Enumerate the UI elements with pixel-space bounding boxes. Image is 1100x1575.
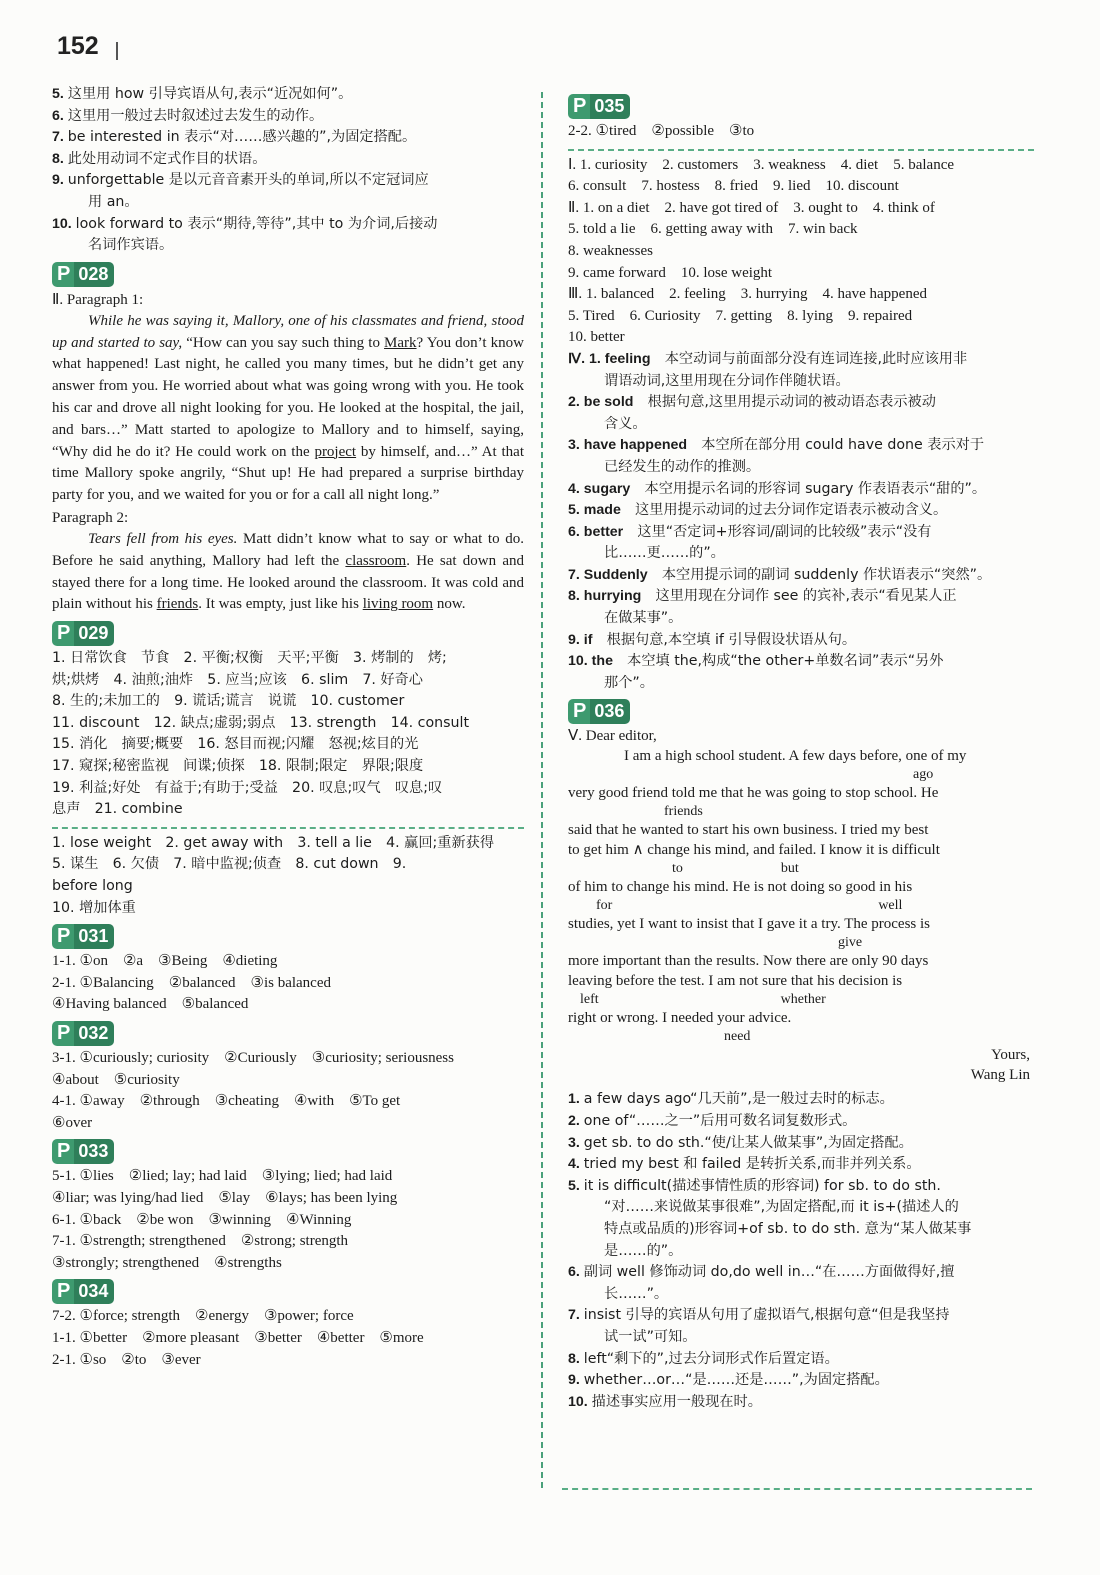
note-text: one of“……之一”后用可数名词复数形式。: [583, 1113, 857, 1130]
letter-line: more important than the results. Now there are only 90 days: [568, 953, 929, 970]
answer-word: sugary: [583, 480, 645, 497]
note-line: [52, 127, 524, 149]
answer-line: 10. 增加体重: [52, 899, 136, 916]
section-badge: P 031: [52, 924, 114, 949]
item-number: 9.: [568, 631, 584, 648]
p036-notes: [568, 1089, 1034, 1413]
explanation-text: 在做某事”。: [604, 610, 683, 627]
note-line: [52, 235, 524, 257]
note-number: 8.: [52, 150, 68, 167]
note-text: be interested in 表示“对……感兴趣的”,为固定搭配。: [67, 129, 417, 146]
note-text: 这里用 how 引导宾语从句,表示“近况如何”。: [67, 86, 353, 102]
paragraph1-text: While he was saying it, Mallory, one of his classmates and friend, stood up and started to say, “How can you say such thing to Mark? You don’t know what happened! Last night, he called you many times, but he didn’t get any answer from you. He worried about what was going wrong with you. He took his car and drove all night looking for you. He looked at the hospital, the jail, and bars…” Matt started to apologize to Mallory and to himself, saying, “Why did he do it? He could work on the project by himself, and…” At that time Mallory spoke angrily, “Shut up! He had prepared a surprise birthday party for you, and we waited for you or for a call all night long.”: [52, 312, 524, 504]
item-number: 6.: [568, 523, 584, 540]
answer-word: hurrying: [583, 588, 656, 605]
note-number: 8.: [568, 1350, 584, 1367]
p033-answers: [52, 1166, 524, 1274]
note-line: [568, 1262, 1034, 1284]
explanation-text: 根据句意,这里用提示动词的被动语态表示被动: [647, 394, 936, 411]
item-number: 4.: [568, 480, 584, 497]
note-line: [568, 1305, 1034, 1327]
p035-first-answer: 2-2. ①tired ②possible ③to: [568, 123, 755, 139]
answer-line: ③strongly; strengthened ④strengths: [52, 1254, 282, 1271]
answer-line: ④about ⑤curiosity: [52, 1071, 180, 1088]
letter-line: studies, yet I want to insist that I gave it a try. The process is: [568, 916, 931, 933]
p035-answers: [568, 155, 1034, 349]
answer-line: 5-1. ①lies ②lied; lay; had laid ③lying; lied; had laid: [52, 1168, 393, 1185]
p036-header: [568, 699, 1034, 724]
note-text: get sb. to do sth.“使/让某人做某事”,为固定搭配。: [583, 1134, 913, 1151]
note-line: [568, 1089, 1034, 1111]
page-number: 152: [57, 32, 99, 60]
answer-line: 5. told a lie 6. getting away with 7. win back: [568, 221, 858, 238]
answer-line: 6-1. ①back ②be won ③winning ④Winning: [52, 1211, 352, 1228]
note-text: 长……”。: [604, 1285, 669, 1302]
note-text: 副词 well 修饰动词 do,do well in…“在……方面做得好,擅: [583, 1264, 955, 1281]
item-number: 3.: [568, 437, 584, 454]
answer-word: be sold: [583, 394, 648, 411]
note-line: [568, 1219, 1034, 1241]
explanation-line: [568, 586, 1034, 608]
letter-line: to get him ∧ change his mind, and failed. I know it is difficult: [568, 842, 940, 859]
explanation-line: [568, 457, 1034, 479]
letter-line: said that he wanted to start his own business. I tried my best: [568, 822, 929, 839]
answer-word: if: [583, 631, 607, 648]
dashed-divider: [52, 827, 524, 829]
note-text: 用 an。: [88, 193, 139, 210]
explanation-line: [568, 414, 1034, 436]
note-text: “对……来说做某事很难”,为固定搭配,而 it is+(描述人的: [604, 1199, 959, 1216]
intro-notes: [52, 84, 524, 257]
p029-answers: [52, 648, 524, 821]
note-number: 10.: [52, 215, 76, 232]
letter-greeting: Ⅴ. Dear editor,: [568, 728, 657, 745]
letter-line: of him to change his mind. He is not doing so good in his: [568, 879, 913, 896]
answer-line: 11. discount 12. 缺点;虚弱;弱点 13. strength 14. consult: [52, 714, 470, 731]
answer-line: 5. 谋生 6. 欠债 7. 暗中监视;侦查 8. cut down 9.: [52, 856, 407, 873]
answer-line: ⑥over: [52, 1114, 93, 1131]
paragraph2-title: Paragraph 2:: [52, 509, 129, 526]
note-text: 是……的”。: [604, 1242, 683, 1259]
answer-line: 息声 21. combine: [52, 801, 183, 818]
answer-line: 4-1. ①away ②through ③cheating ④with ⑤To get: [52, 1093, 401, 1110]
correction-line: to but: [672, 861, 799, 877]
letter-line: right or wrong. I needed your advice.: [568, 1010, 792, 1027]
note-text: 这里用一般过去时叙述过去发生的动作。: [67, 107, 324, 124]
explanation-text: 本空用提示名词的形容词 sugary 作表语表示“甜的”。: [644, 480, 987, 497]
note-number: 6.: [568, 1264, 584, 1281]
note-line: [52, 192, 524, 214]
note-number: 10.: [568, 1393, 592, 1410]
answer-line: 7-1. ①strength; strengthened ②strong; strength: [52, 1233, 349, 1250]
section-badge: P 032: [52, 1021, 114, 1046]
explanation-line: [568, 608, 1034, 630]
answer-line: 8. weaknesses: [568, 242, 653, 259]
answer-line: 8. 生的;未加工的 9. 谎话;谎言 说谎 10. customer: [52, 693, 405, 710]
section-badge: P 035: [568, 94, 630, 119]
paragraph2-text: Tears fell from his eyes. Matt didn’t know what to say or what to do. Before he said anything, Mallory had left the classroom. He sat down and stayed there for a long time. He looked around the classroom. It was cold and plain without his friends. It was empty, just like his living room now.: [52, 530, 524, 613]
p032-answers: [52, 1048, 524, 1134]
item-number: Ⅳ. 1.: [568, 350, 605, 367]
answer-line: ④Having balanced ⑤balanced: [52, 996, 249, 1013]
p035-header: [568, 94, 1034, 119]
answer-line: 1-1. ①better ②more pleasant ③better ④better ⑤more: [52, 1329, 424, 1346]
answer-line: before long: [52, 878, 133, 895]
explanation-line: [568, 435, 1034, 457]
note-number: 1.: [568, 1091, 584, 1108]
answer-line: 10. better: [568, 329, 625, 346]
answer-line: Ⅰ. 1. curiosity 2. customers 3. weakness 4. diet 5. balance: [568, 156, 955, 173]
letter-correction: [568, 726, 1034, 1085]
item-number: 2.: [568, 394, 584, 411]
p028-header: [52, 262, 524, 287]
answer-line: Ⅱ. 1. on a diet 2. have got tired of 3. ought to 4. think of: [568, 199, 935, 216]
explanation-text: 本空动词与前面部分没有连词连接,此时应该用非: [664, 350, 968, 367]
answer-line: 9. came forward 10. lose weight: [568, 264, 773, 281]
section-badge: P 034: [52, 1279, 114, 1304]
note-line: [568, 1197, 1034, 1219]
answer-line: 1. 日常饮食 节食 2. 平衡;权衡 天平;平衡 3. 烤制的 烤;: [52, 650, 447, 667]
note-text: 名词作宾语。: [88, 237, 174, 254]
note-line: [568, 1349, 1034, 1371]
answer-line: 17. 窥探;秘密监视 间谍;侦探 18. 限制;限定 界限;限度: [52, 758, 424, 775]
answer-line: 1. lose weight 2. get away with 3. tell a lie 4. 赢回;重新获得: [52, 834, 495, 851]
p031-header: [52, 924, 524, 949]
p031-answers: [52, 951, 524, 1016]
section-badge: P 028: [52, 262, 114, 287]
note-line: [568, 1327, 1034, 1349]
section-badge: P 033: [52, 1139, 114, 1164]
correction-line: give: [838, 935, 863, 951]
explanation-line: [568, 651, 1034, 673]
note-line: [568, 1111, 1034, 1133]
note-line: [568, 1133, 1034, 1155]
item-number: 10.: [568, 653, 592, 670]
explanation-text: 这里用现在分词作 see 的宾补,表示“看见某人正: [655, 588, 957, 605]
answer-line: 19. 利益;好处 有益于;有助于;受益 20. 叹息;叹气 叹息;叹: [52, 779, 443, 796]
note-number: 7.: [568, 1307, 584, 1324]
p032-header: [52, 1021, 524, 1046]
note-text: 此处用动词不定式作目的状语。: [67, 150, 267, 167]
answer-line: ④liar; was lying/had lied ⑤lay ⑥lays; has been lying: [52, 1189, 398, 1206]
note-number: 5.: [568, 1177, 584, 1194]
letter-line: very good friend told me that he was going to stop school. He: [568, 785, 939, 802]
note-number: 7.: [52, 129, 68, 146]
answer-word: better: [583, 523, 638, 540]
answer-line: 3-1. ①curiously; curiosity ②Curiously ③curiosity; seriousness: [52, 1050, 454, 1067]
answer-line: 2-1. ①Balancing ②balanced ③is balanced: [52, 974, 332, 991]
explanation-line: [568, 543, 1034, 565]
note-number: 5.: [52, 86, 68, 102]
note-text: whether…or…“是……还是……”,为固定搭配。: [583, 1372, 889, 1389]
explanation-line: [568, 479, 1034, 501]
note-number: 9.: [52, 172, 68, 189]
note-line: [52, 170, 524, 192]
explanation-line: [568, 500, 1034, 522]
section-badge: P 029: [52, 621, 114, 646]
section-badge: P 036: [568, 699, 630, 724]
note-number: 6.: [52, 107, 68, 124]
note-text: look forward to 表示“期待,等待”,其中 to 为介词,后接动: [75, 215, 438, 232]
note-line: [52, 106, 524, 128]
explanation-text: 谓语动词,这里用现在分词作伴随状语。: [604, 372, 850, 389]
letter-line: leaving before the test. I am not sure that his decision is: [568, 973, 903, 990]
explanation-line: [568, 630, 1034, 652]
item-number: 8.: [568, 588, 584, 605]
explanation-text: 本空填 the,构成“the other+单数名词”表示“另外: [627, 653, 944, 670]
item-number: 7.: [568, 566, 584, 583]
dashed-divider: [568, 149, 1034, 151]
answer-word: feeling: [604, 350, 665, 367]
p029-answers-2: [52, 833, 524, 919]
explanation-line: [568, 522, 1034, 544]
note-text: left“剩下的”,过去分词形式作后置定语。: [583, 1350, 839, 1367]
explanation-text: 已经发生的动作的推测。: [604, 458, 761, 475]
note-line: [568, 1176, 1034, 1198]
note-line: [52, 84, 524, 106]
paragraph1-title: Ⅱ. Paragraph 1:: [52, 291, 144, 308]
correction-line: ago: [913, 767, 934, 783]
explanation-text: 含义。: [604, 415, 647, 432]
note-number: 4.: [568, 1156, 584, 1173]
note-line: [568, 1392, 1034, 1414]
note-line: [568, 1241, 1034, 1263]
p033-header: [52, 1139, 524, 1164]
note-text: tried my best 和 failed 是转折关系,而非并列关系。: [583, 1156, 921, 1173]
note-line: [568, 1284, 1034, 1306]
letter-line: I am a high school student. A few days before, one of my: [624, 748, 967, 765]
correction-line: friends: [664, 804, 703, 820]
explanation-text: 根据句意,本空填 if 引导假设状语从句。: [606, 631, 857, 648]
explanation-text: 这里“否定词+形容词/副词的比较级”表示“没有: [637, 523, 932, 540]
explanation-line: [568, 371, 1034, 393]
p034-answers: [52, 1306, 524, 1371]
note-text: insist 引导的宾语从句用了虚拟语气,根据句意“但是我坚持: [583, 1307, 950, 1324]
note-line: [52, 149, 524, 171]
answer-word: made: [583, 502, 636, 519]
p029-header: [52, 621, 524, 646]
note-line: [568, 1154, 1034, 1176]
explanation-text: 比……更……的”。: [604, 545, 725, 562]
answer-word: have happened: [583, 437, 702, 454]
item-number: 5.: [568, 502, 584, 519]
correction-line: need: [724, 1029, 751, 1045]
answer-line: 2-1. ①so ②to ③ever: [52, 1351, 201, 1368]
note-text: 特点或品质的)形容词+of sb. to do sth. 意为“某人做某事: [604, 1221, 972, 1237]
column-divider: [541, 92, 543, 1488]
answer-word: Suddenly: [583, 566, 662, 583]
explanation-line: [568, 392, 1034, 414]
note-line: [52, 214, 524, 236]
explanation-text: 本空用提示词的副词 suddenly 作状语表示“突然”。: [661, 566, 992, 583]
answer-line: 7-2. ①force; strength ②energy ③power; force: [52, 1308, 354, 1325]
note-text: unforgettable 是以元音音素开头的单词,所以不定冠词应: [67, 172, 429, 189]
p035-explanations: [568, 349, 1034, 695]
note-text: 试一试”可知。: [604, 1328, 697, 1345]
note-number: 2.: [568, 1113, 584, 1130]
answer-line: 6. consult 7. hostess 8. fried 9. lied 10. discount: [568, 178, 899, 195]
answer-line: Ⅲ. 1. balanced 2. feeling 3. hurrying 4. have happened: [568, 286, 927, 303]
note-text: it is difficult(描述事情性质的形容词) for sb. to do sth.: [583, 1177, 941, 1194]
answer-line: 15. 消化 摘要;概要 16. 怒目而视;闪耀 怒视;炫目的光: [52, 736, 419, 753]
answer-line: 1-1. ①on ②a ③Being ④dieting: [52, 953, 278, 970]
note-text: a few days ago“几天前”,是一般过去时的标志。: [583, 1091, 894, 1108]
right-column: [568, 94, 1034, 1413]
explanation-text: 这里用提示动词的过去分词作定语表示被动含义。: [635, 502, 948, 519]
p034-header: [52, 1279, 524, 1304]
correction-line: left whether: [580, 992, 826, 1008]
letter-closing: Yours,: [991, 1047, 1030, 1064]
explanation-text: 那个”。: [604, 674, 654, 691]
note-number: 9.: [568, 1372, 584, 1389]
note-number: 3.: [568, 1134, 584, 1151]
note-line: [568, 1370, 1034, 1392]
page-number-bar: [116, 42, 118, 60]
explanation-line: [568, 673, 1034, 695]
explanation-text: 本空所在部分用 could have done 表示对于: [701, 437, 985, 454]
correction-line: for well: [596, 898, 903, 914]
left-column: [52, 84, 524, 1371]
explanation-line: [568, 349, 1034, 371]
letter-signature: Wang Lin: [970, 1067, 1030, 1084]
answer-line: 5. Tired 6. Curiosity 7. getting 8. lying 9. repaired: [568, 307, 913, 324]
explanation-line: [568, 565, 1034, 587]
footer-divider: [562, 1488, 1032, 1490]
answer-word: the: [591, 653, 628, 670]
note-text: 描述事实应用一般现在时。: [591, 1393, 762, 1410]
answer-line: 烘;烘烤 4. 油煎;油炸 5. 应当;应该 6. slim 7. 好奇心: [52, 671, 423, 688]
